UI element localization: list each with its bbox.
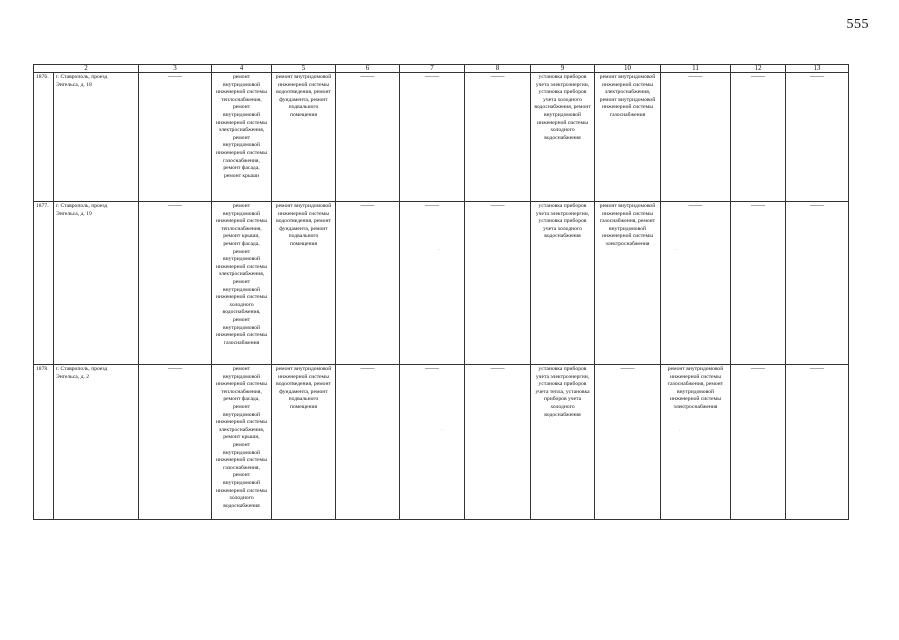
dash: —— (490, 72, 505, 80)
column-number: 3 (139, 65, 212, 73)
works-cell: ремонт внутридомовой инженерной системы теплоснабжения, ремонт внутридомовой инженерной системы электроснабжения, ремонт внутридомовой инженерной системы газоснабжения, ремонт фасада, ремонт крыши (212, 73, 272, 202)
row-number: 1878. (34, 365, 54, 520)
empty-cell (139, 365, 212, 520)
column-number: 13 (786, 65, 849, 73)
column-number: 11 (661, 65, 731, 73)
dash: —— (360, 364, 375, 372)
dash: —— (688, 201, 703, 209)
page-number: 555 (846, 17, 869, 32)
address-cell: г. Ставрополь, проезд Энгельса, д. 2 (54, 365, 139, 520)
column-number: 4 (212, 65, 272, 73)
empty-cell (731, 202, 786, 365)
column-number: 2 (34, 65, 139, 73)
works-cell: ремонт внутридомовой инженерной системы водоотведения, ремонт фундамента, ремонт подвального помещения (272, 202, 336, 365)
empty-cell (139, 73, 212, 202)
empty-cell (400, 73, 465, 202)
empty-cell (786, 73, 849, 202)
scan-speck: · (679, 429, 681, 434)
works-cell: ремонт внутридомовой инженерной системы газоснабжения, ремонт внутридомовой инженерной системы электроснабжения (595, 202, 661, 365)
dash: —— (425, 201, 439, 209)
works-cell: ремонт внутридомовой инженерной системы водоотведения, ремонт фундамента, ремонт подвального помещения (272, 365, 336, 520)
works-cell: установка приборов учета электроэнергии, установка приборов учета холодного водоснабжения (531, 202, 595, 365)
scan-speck: · (438, 248, 440, 253)
empty-cell (400, 202, 465, 365)
dash: —— (751, 72, 765, 80)
empty-cell (139, 202, 212, 365)
empty-cell (465, 73, 531, 202)
column-number: 5 (272, 65, 336, 73)
column-number-header-row (34, 65, 849, 73)
dash: —— (360, 72, 375, 80)
dash: —— (620, 364, 635, 372)
dash: —— (425, 72, 439, 80)
scan-speck: · (441, 428, 443, 433)
table-row (34, 73, 849, 202)
empty-cell (661, 73, 731, 202)
empty-cell (465, 202, 531, 365)
empty-cell (595, 365, 661, 520)
table-row (34, 365, 849, 520)
dash: —— (490, 364, 505, 372)
dash: —— (810, 201, 824, 209)
works-cell: установка приборов учета электроэнергии, установка приборов учета тепла, установка приборов учета холодного водоснабжения (531, 365, 595, 520)
dash: —— (168, 201, 182, 209)
dash: —— (751, 201, 765, 209)
dash: —— (490, 201, 505, 209)
works-cell: установка приборов учета электроэнергии, установка приборов учета холодного водоснабжения, ремонт внутридомовой инженерной системы холодного водоснабжения (531, 73, 595, 202)
column-number: 12 (731, 65, 786, 73)
empty-cell (336, 73, 400, 202)
dash: —— (688, 72, 703, 80)
column-number: 6 (336, 65, 400, 73)
empty-cell (465, 365, 531, 520)
column-number: 10 (595, 65, 661, 73)
column-number: 9 (531, 65, 595, 73)
empty-cell (661, 202, 731, 365)
dash: —— (425, 364, 439, 372)
row-number: 1876. (34, 73, 54, 202)
row-number: 1877. (34, 202, 54, 365)
dash: —— (168, 364, 182, 372)
address-cell: г. Ставрополь, проезд Энгельса, д. 19 (54, 202, 139, 365)
empty-cell (731, 73, 786, 202)
dash: —— (810, 364, 824, 372)
column-number: 8 (465, 65, 531, 73)
scan-speck: · (675, 248, 677, 253)
empty-cell (336, 365, 400, 520)
works-cell: ремонт внутридомовой инженерной системы теплоснабжения, ремонт крыши, ремонт фасада, ремонт внутридомовой инженерной системы электроснабжения, ремонт внутридомовой инженерной системы холодного водоснабжения, ремонт внутридомовой инженерной системы газоснабжения (212, 202, 272, 365)
dash: —— (810, 72, 824, 80)
empty-cell (786, 202, 849, 365)
dash: —— (168, 72, 182, 80)
empty-cell (400, 365, 465, 520)
dash: —— (751, 364, 765, 372)
repair-schedule-table (33, 64, 849, 520)
empty-cell (786, 365, 849, 520)
works-cell: ремонт внутридомовой инженерной системы электроснабжения, ремонт внутридомовой инженерной системы газоснабжения (595, 73, 661, 202)
table-row (34, 202, 849, 365)
works-cell: ремонт внутридомовой инженерной системы газоснабжения, ремонт внутридомовой инженерной системы электроснабжения (661, 365, 731, 520)
empty-cell (336, 202, 400, 365)
works-cell: ремонт внутридомовой инженерной системы теплоснабжения, ремонт фасада, ремонт внутридомовой инженерной системы электроснабжения, ремонт крыши, ремонт внутридомовой инженерной системы газоснабжения, ремонт внутридомовой инженерной системы холодного водоснабжения (212, 365, 272, 520)
works-cell: ремонт внутридомовой инженерной системы водоотведения, ремонт фундамента, ремонт подвального помещения (272, 73, 336, 202)
empty-cell (731, 365, 786, 520)
dash: —— (360, 201, 375, 209)
address-cell: г. Ставрополь, проезд Энгельса, д. 18 (54, 73, 139, 202)
column-number: 7 (400, 65, 465, 73)
